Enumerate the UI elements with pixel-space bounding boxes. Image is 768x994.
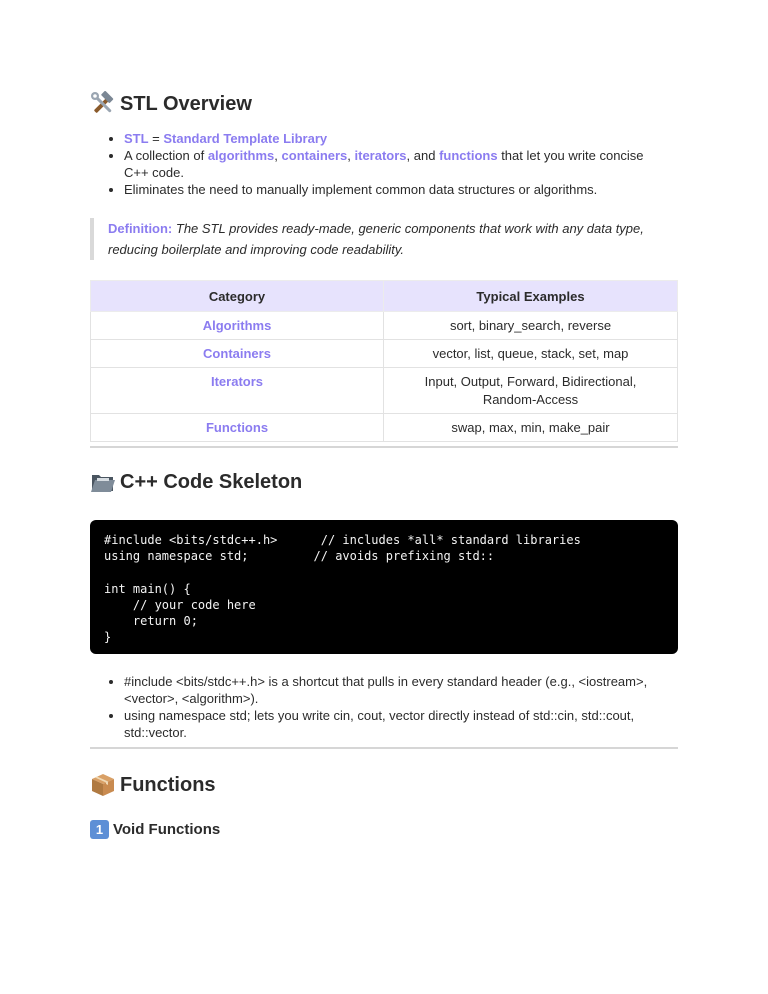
text: A collection of — [124, 148, 208, 163]
list-item: • #include <bits/stdc++.h> is a shortcut that pulls in every standard header (e.g., <iostream>, <vector>, <algorithm>). — [124, 673, 664, 707]
algorithms-term: algorithms — [207, 148, 275, 163]
skeleton-title: C++ Code Skeleton — [120, 470, 303, 493]
table-row — [91, 368, 678, 414]
table-row — [91, 340, 678, 368]
table-cell-category: Functions — [91, 414, 384, 442]
table-header-row — [91, 281, 678, 312]
text: , — [347, 148, 355, 163]
list-item — [124, 130, 654, 147]
text: , — [274, 148, 282, 163]
containers-term: containers — [281, 148, 348, 163]
column-header: Category — [91, 281, 384, 312]
table-cell-category: Iterators — [91, 368, 384, 414]
table-cell-category: Algorithms — [91, 312, 384, 340]
skeleton-bullets — [90, 673, 664, 741]
table-row — [91, 312, 678, 340]
functions-term: functions — [439, 148, 498, 163]
list-item: • using namespace std; lets you write cin, cout, vector directly instead of std::cin, std::cout, std::vector. — [124, 707, 664, 741]
table-row — [91, 414, 678, 442]
keycap-number: 1 — [95, 821, 104, 837]
category-table — [90, 280, 678, 442]
definition-label: Definition: — [108, 221, 173, 236]
list-item — [124, 147, 654, 181]
overview-bullets — [90, 130, 654, 198]
overview-title: STL Overview — [120, 92, 252, 115]
column-header: Typical Examples — [384, 281, 678, 312]
hammer-and-wrench-icon — [90, 91, 116, 117]
text: , and — [406, 148, 440, 163]
stl-full-name: Standard Template Library — [163, 131, 328, 146]
skeleton-heading — [90, 467, 302, 497]
section-divider — [90, 446, 678, 448]
keycap-one-icon — [90, 820, 109, 839]
table-cell-examples: sort, binary_search, reverse — [384, 312, 678, 340]
equals-sign: = — [148, 131, 164, 146]
table-cell-examples: vector, list, queue, stack, set, map — [384, 340, 678, 368]
table-cell-category: Containers — [91, 340, 384, 368]
open-folder-icon — [90, 469, 116, 495]
section-divider — [90, 747, 678, 749]
definition-callout — [90, 218, 668, 260]
iterators-term: iterators — [354, 148, 407, 163]
void-functions-heading — [90, 818, 220, 840]
definition-text: The STL provides ready-made, generic components that work with any data type, reducing boilerplate and improving code readability. — [108, 221, 644, 257]
overview-heading — [90, 89, 252, 119]
text: that let you write concise C++ code. — [124, 148, 644, 180]
package-box-icon — [90, 772, 116, 798]
table-cell-examples: Input, Output, Forward, Bidirectional, Random-Access — [384, 368, 678, 414]
functions-heading — [90, 770, 216, 800]
stl-term: STL — [124, 131, 149, 146]
functions-title: Functions — [120, 773, 216, 796]
list-item: • Eliminates the need to manually implement common data structures or algorithms. — [124, 181, 654, 198]
table-cell-examples: swap, max, min, make_pair — [384, 414, 678, 442]
void-functions-title: Void Functions — [113, 820, 221, 838]
code-block: #include <bits/stdc++.h> // includes *all* standard libraries using namespace std; // avoids prefixing std:: int main() { // your code here return 0; } — [90, 520, 678, 654]
